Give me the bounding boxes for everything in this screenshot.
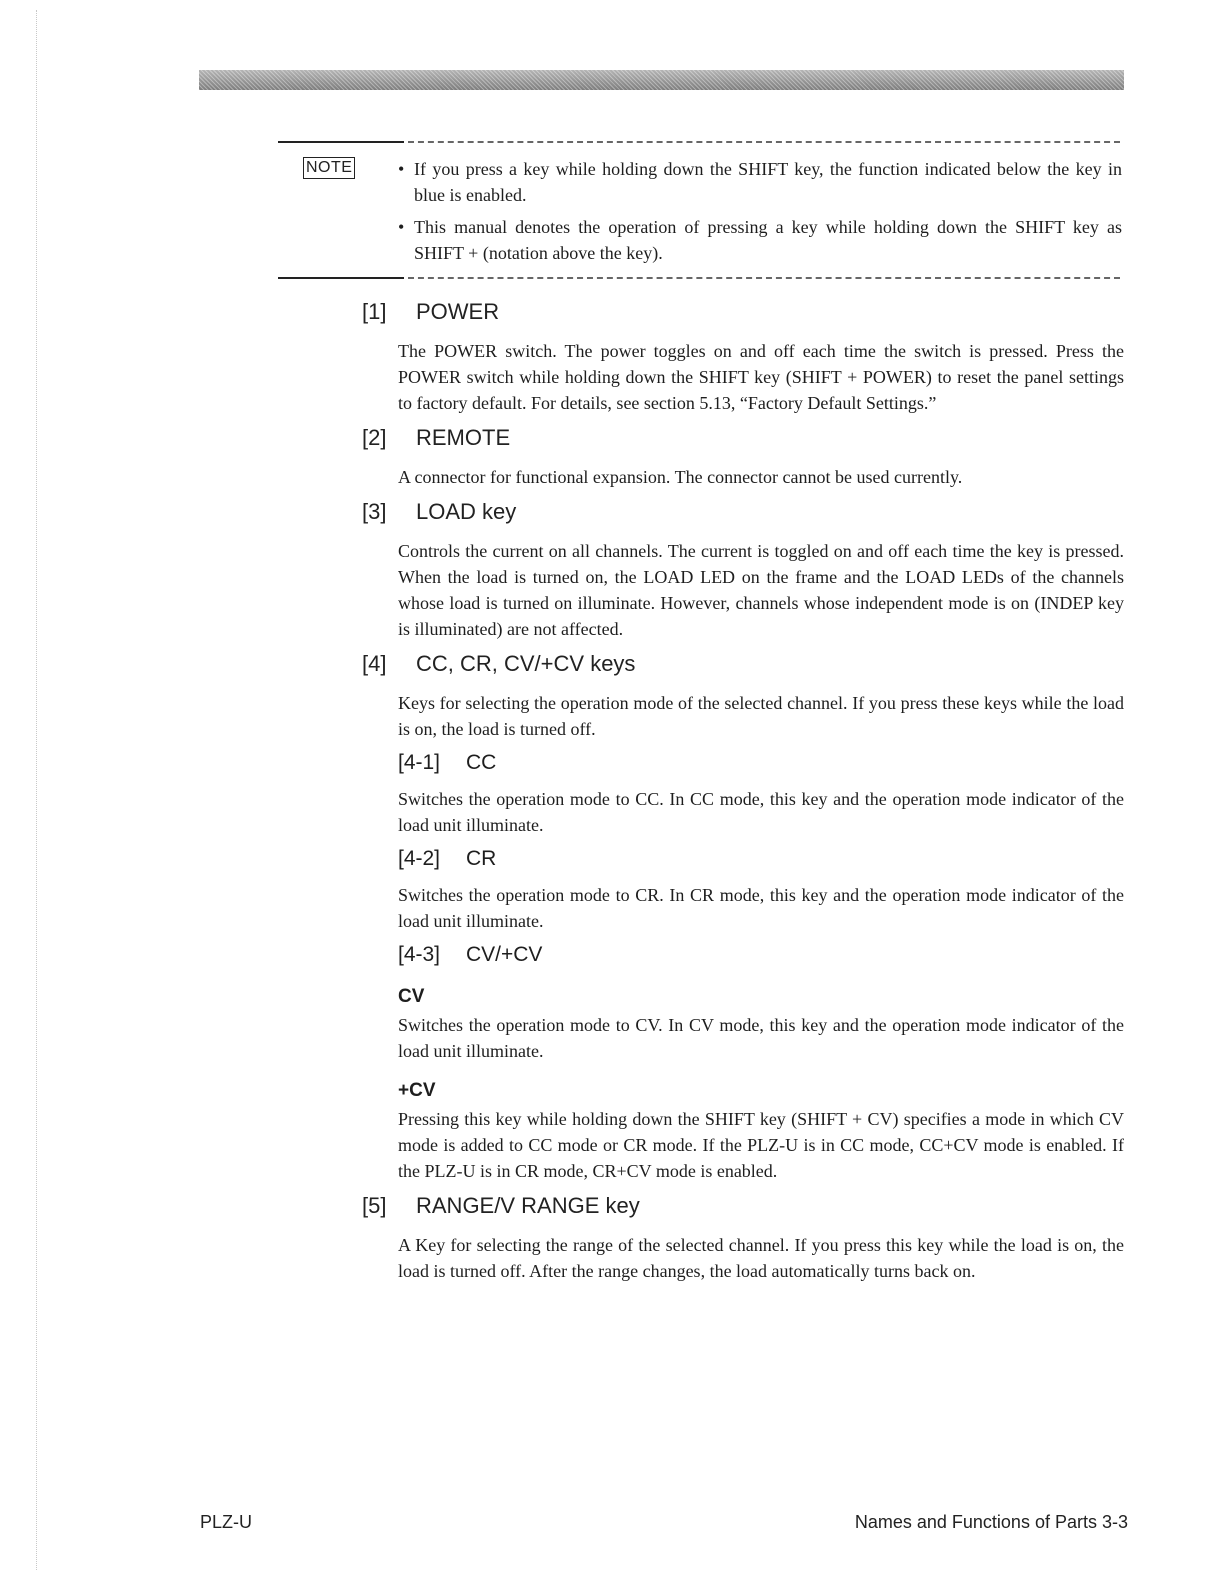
- section-text-power: The POWER switch. The power toggles on and off each time the switch is pressed. Press the POWER switch while holding down the SHIFT key (SHIFT + POWER) to reset the panel settings to factory default. For details, see section 5.13, “Factory Default Settings.”: [398, 341, 1124, 413]
- section-title: CC, CR, CV/+CV keys: [416, 651, 636, 676]
- section-title: POWER: [416, 299, 500, 324]
- note-item-text: If you press a key while holding down the SHIFT key, the function indicated below the key in blue is enabled.: [414, 159, 1122, 205]
- minor-heading-plus-cv: +CV: [398, 1080, 436, 1101]
- footer-page-label: Names and Functions of Parts 3-3: [854, 1512, 1128, 1532]
- note-item-text: This manual denotes the operation of pressing a key while holding down the SHIFT key as SHIFT + (notation above the key).: [414, 217, 1122, 263]
- rule-dashed-segment: [408, 141, 1120, 143]
- section-number: [1]: [362, 299, 387, 324]
- note-item: [398, 214, 1122, 266]
- section-heading-range-key: [362, 1190, 1124, 1222]
- section-text-mode-keys: Keys for selecting the operation mode of the selected channel. If you press these keys while the load is on, the load is turned off.: [398, 693, 1124, 739]
- minor-text-plus-cv: Pressing this key while holding down the SHIFT key (SHIFT + CV) specifies a mode in which CV mode is added to CC mode or CR mode. If the PLZ-U is in CC mode, CC+CV mode is enabled. If the PLZ-U is in CR mode, CR+CV mode is enabled.: [398, 1109, 1124, 1181]
- rule-solid-segment: [278, 141, 404, 143]
- section-text-remote: A connector for functional expansion. The connector cannot be used currently.: [398, 467, 963, 487]
- section-heading-load-key: [362, 496, 1124, 528]
- main-content: [362, 296, 1124, 1290]
- section-number: [5]: [362, 1193, 387, 1218]
- subsection-heading-cr: [398, 844, 1124, 874]
- rule-dashed-segment: [408, 277, 1120, 279]
- subsection-title: CC: [466, 751, 497, 774]
- section-number: [3]: [362, 499, 387, 524]
- subsection-text-cc: Switches the operation mode to CC. In CC mode, this key and the operation mode indicator of the load unit illuminate.: [398, 789, 1124, 835]
- subsection-heading-cc: [398, 748, 1124, 778]
- section-text-range-key: A Key for selecting the range of the selected channel. If you press this key while the load is on, the load is turned off. After the range changes, the load automatically turns back on.: [398, 1235, 1124, 1281]
- bullet-icon: •: [398, 159, 405, 179]
- subsection-number: [4-1]: [398, 751, 441, 774]
- subsection-heading-cv: [398, 940, 1124, 970]
- section-heading-mode-keys: [362, 648, 1124, 680]
- rule-solid-segment: [278, 277, 404, 279]
- note-label: NOTE: [303, 157, 355, 179]
- section-text-load-key: Controls the current on all channels. The current is toggled on and off each time the key is pressed. When the load is turned on, the LOAD LED on the frame and the LOAD LEDs of the channels whose load is turned on illuminate. However, channels whose independent mode is on (INDEP key is illuminated) are not affected.: [398, 541, 1124, 639]
- subsection-title: CV/+CV: [466, 943, 543, 966]
- footer-product-name: PLZ-U: [200, 1512, 253, 1532]
- section-number: [2]: [362, 425, 387, 450]
- section-title: LOAD key: [416, 499, 517, 524]
- minor-heading-cv: CV: [398, 986, 425, 1007]
- subsection-number: [4-3]: [398, 943, 441, 966]
- section-number: [4]: [362, 651, 387, 676]
- page-edge-line: [36, 10, 37, 1570]
- section-heading-power: [362, 296, 1124, 328]
- subsection-title: CR: [466, 847, 497, 870]
- section-title: REMOTE: [416, 425, 511, 450]
- note-list: [398, 156, 1122, 272]
- minor-text-cv: Switches the operation mode to CV. In CV mode, this key and the operation mode indicator of the load unit illuminate.: [398, 1015, 1124, 1061]
- note-item: [398, 156, 1122, 208]
- header-band: [199, 70, 1124, 90]
- section-heading-remote: [362, 422, 1124, 454]
- bullet-icon: •: [398, 217, 405, 237]
- section-title: RANGE/V RANGE key: [416, 1193, 640, 1218]
- subsection-text-cr: Switches the operation mode to CR. In CR mode, this key and the operation mode indicator of the load unit illuminate.: [398, 885, 1124, 931]
- subsection-number: [4-2]: [398, 847, 441, 870]
